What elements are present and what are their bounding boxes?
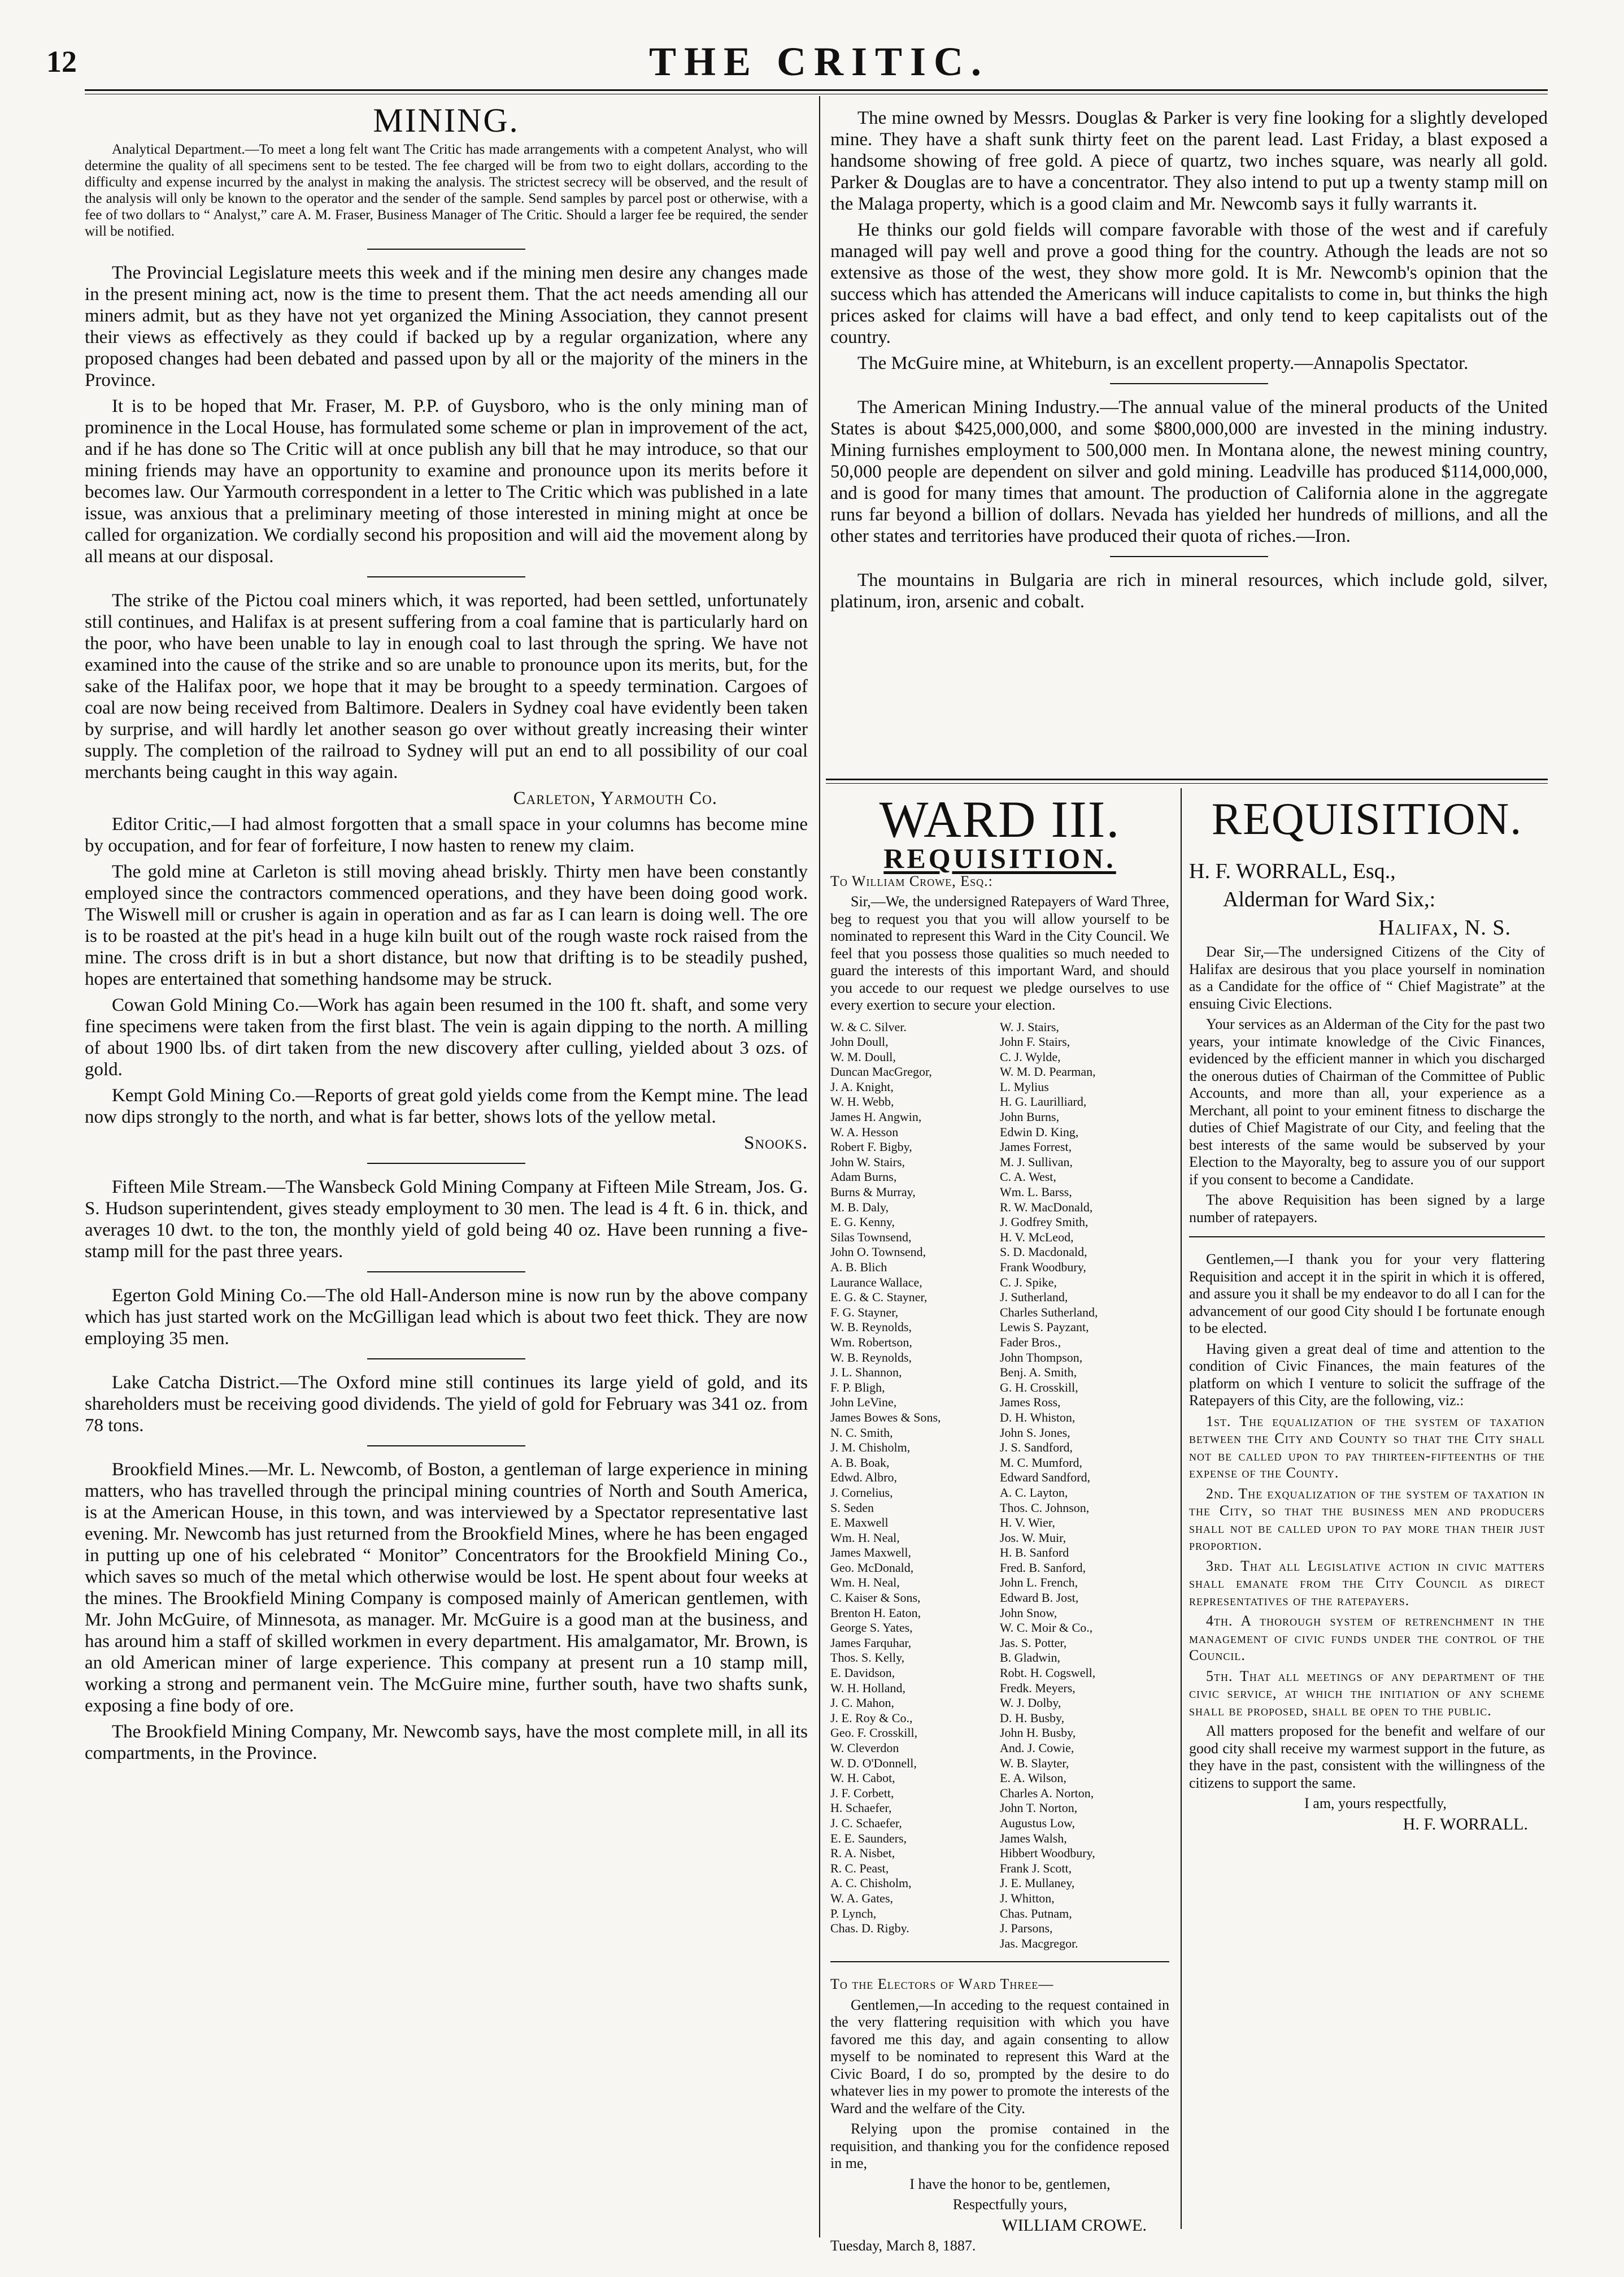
paragraph: Kempt Gold Mining Co.—Reports of great gold yields come from the Kempt mine. The lead now dips strongly to the north, and what is far better, shows lots of the yellow metal. — [85, 1085, 808, 1127]
signatory-name: R. W. MacDonald, — [1000, 1200, 1093, 1214]
signatory-name: W. J. Stairs, — [1000, 1019, 1059, 1034]
signatory-name: H. B. Sanford — [1000, 1545, 1069, 1560]
signatory-name: John Snow, — [1000, 1605, 1057, 1620]
separator — [1189, 1236, 1545, 1237]
signatory-name: Charles A. Norton, — [1000, 1785, 1094, 1800]
paragraph: The mountains in Bulgaria are rich in mineral resources, which include gold, silver, platinum, iron, arsenic and cobalt. — [830, 570, 1548, 612]
ad-addressee: H. F. WORRALL, Esq., — [1189, 859, 1396, 883]
signatory-name: Burns & Murray, — [830, 1185, 916, 1200]
paragraph: The strike of the Pictou coal miners which, it was reported, had been settled, unfortunately still continues, and Halifax is at present suffering from a coal famine that is particularly hard on the poor, who have been unable to lay in enough coal to last through the spring. We have not examined into the cause of the strike and so are unable to pronounce upon its merits, but, for the sake of the Halifax poor, we hope that it may be brought to a speedy termination. Cargoes of coal are now being received from Baltimore. Dealers in Sydney coal have evidently been taken by surprise, and will hardly let another season go over without greatly increasing their winter supply. The completion of the railroad to Sydney will put an end to all possibility of our coal merchants being caught in this way again. — [85, 590, 808, 783]
worrall-requisition-ad — [1189, 791, 1545, 1836]
signatory-name: Jas. S. Potter, — [1000, 1635, 1067, 1650]
signatory-name: Wm. H. Neal, — [830, 1575, 900, 1590]
signatory-name: J. F. Corbett, — [830, 1785, 894, 1800]
signatory-name: James Walsh, — [1000, 1831, 1067, 1845]
signatory-name: J. Whitton, — [1000, 1891, 1055, 1905]
separator — [830, 1961, 1169, 1962]
signatory-name: Edwin D. King, — [1000, 1124, 1079, 1139]
signatory-name: John Thompson, — [1000, 1350, 1083, 1365]
paragraph: Egerton Gold Mining Co.—The old Hall-Anderson mine is now run by the above company which has just started work on the McGilligan lead which is about two feet thick. They are now employing 35 men. — [85, 1285, 808, 1349]
ad-salutation: To the Electors of Ward Three— — [830, 1976, 1054, 1993]
signatory-name: Thos. S. Kelly, — [830, 1650, 905, 1665]
signatory-name: Frank J. Scott, — [1000, 1861, 1072, 1875]
paragraph: Editor Critic,—I had almost forgotten that a small space in your columns has become mine by occupation, and for fear of forfeiture, I now hasten to renew my claim. — [85, 814, 808, 856]
signatory-name: A. B. Boak, — [830, 1455, 890, 1470]
signatory-name: N. C. Smith, — [830, 1425, 893, 1440]
signatory-name: Geo. McDonald, — [830, 1560, 914, 1575]
signatory-name: D. H. Busby, — [1000, 1710, 1065, 1725]
signatory-name: J. C. Schaefer, — [830, 1815, 902, 1830]
signatory-name: And. J. Cowie, — [1000, 1741, 1074, 1755]
signatory-name: J. Godfrey Smith, — [1000, 1215, 1089, 1229]
section-heading: MINING. — [373, 102, 520, 139]
signatory-name: H. V. McLeod, — [1000, 1229, 1074, 1244]
ad-signature: WILLIAM CROWE. — [1002, 2215, 1147, 2235]
signatory-name: B. Gladwin, — [1000, 1650, 1060, 1665]
paragraph: The mine owned by Messrs. Douglas & Parker is very fine looking for a slightly developed mine. They have a shaft sunk thirty feet on the parent lead. Last Friday, a blast exposed a handsome showing of free gold. A piece of quartz, two inches square, was nearly all gold. Parker & Douglas are to have a concentrator. They also intend to put up a twenty stamp mill on the Malaga property, which is a good claim and Mr. Newcomb says it fully warrants it. — [830, 108, 1548, 214]
ad-paragraph: The above Requisition has been signed by a large number of ratepayers. — [1189, 1192, 1545, 1226]
signatory-name: James H. Angwin, — [830, 1110, 922, 1124]
signatory-name: W. H. Cabot, — [830, 1771, 895, 1785]
ad-closing: I have the honor to be, gentlemen, — [909, 2175, 1111, 2192]
signatory-name: Wm. L. Barss, — [1000, 1185, 1072, 1200]
signatory-name: Benj. A. Smith, — [1000, 1365, 1077, 1380]
platform-item: 1st. The equalization of the system of taxation between the City and County so that the City shall not be called upon to pay thirteen-fifteenths of the expense of the County. — [1189, 1413, 1545, 1481]
ad-paragraph: Dear Sir,—The undersigned Citizens of the City of Halifax are desirous that you place yourself in nomination as a Candidate for the office of “ Chief Magistrate” at the ensuing Civic Elections. — [1189, 944, 1545, 1012]
signatory-column-left — [830, 1020, 1000, 1952]
signatory-name: Jas. Macgregor. — [1000, 1936, 1078, 1950]
signatory-name: W. M. Doull, — [830, 1049, 896, 1064]
signatory-name: J. A. Knight, — [830, 1079, 894, 1094]
signatory-name: G. H. Crosskill, — [1000, 1380, 1078, 1394]
ad-heading: REQUISITION. — [1211, 794, 1523, 844]
signatory-column-right — [1000, 1020, 1169, 1952]
signatory-name: J. Parsons, — [1000, 1921, 1053, 1936]
page-number: 12 — [46, 45, 77, 79]
signatory-name: E. Maxwell — [830, 1515, 889, 1530]
signatory-name: James Ross, — [1000, 1395, 1061, 1410]
ward-requisition-ad — [830, 791, 1169, 2258]
signatory-name: J. Cornelius, — [830, 1485, 893, 1500]
signatory-name: E. G. & C. Stayner, — [830, 1290, 928, 1305]
signatory-name: F. G. Stayner, — [830, 1305, 899, 1319]
signatory-name: E. E. Saunders, — [830, 1831, 907, 1845]
separator — [1110, 556, 1268, 557]
signatory-name: James Farquhar, — [830, 1635, 912, 1650]
platform-item: 4th. A thorough system of retrenchment in the management of civic funds under the control of the Council. — [1189, 1613, 1545, 1663]
column-rule — [819, 96, 820, 2237]
signatory-name: J. E. Mullaney, — [1000, 1876, 1075, 1891]
signatory-name: S. Seden — [830, 1500, 874, 1515]
signatory-name: M. B. Daly, — [830, 1200, 889, 1214]
signatory-name: C. Kaiser & Sons, — [830, 1591, 921, 1605]
signatory-name: Geo. F. Crosskill, — [830, 1726, 918, 1740]
signatory-name: W. D. O'Donnell, — [830, 1755, 917, 1770]
signatory-name: M. J. Sullivan, — [1000, 1154, 1073, 1169]
paragraph: The Brookfield Mining Company, Mr. Newcomb says, have the most complete mill, in all its compartments, in the Province. — [85, 1722, 808, 1763]
signatory-name: H. V. Wier, — [1000, 1515, 1055, 1530]
signatory-name: John S. Jones, — [1000, 1425, 1070, 1440]
signatory-name: John O. Townsend, — [830, 1245, 926, 1259]
signatory-name: Hibbert Woodbury, — [1000, 1846, 1095, 1861]
paragraph: The gold mine at Carleton is still moving ahead briskly. Thirty men have been constantly employed since the contractors commenced operations, and they have been doing good work. The Wiswell mill or crusher is again in operation and as far as I can learn is doing well. The ore is to be roasted at the pit's head in a huge kiln built out of the rough waste rock raised from the mine. The cross drift is in but a short distance, but now that drifting is to be steadily pushed, hopes are entertained that something handsome may be struck. — [85, 862, 808, 989]
signatory-name: L. Mylius — [1000, 1079, 1049, 1094]
signatory-name: A. C. Chisholm, — [830, 1876, 912, 1891]
paragraph: Cowan Gold Mining Co.—Work has again been resumed in the 100 ft. shaft, and some very fine specimens were taken from the first blast. The vein is again dipping to the north. A milling of about 1900 lbs. of dirt taken from the new discovery after culling, yielded about 3 ozs. of gold. — [85, 995, 808, 1080]
signatory-name: Robert F. Bigby, — [830, 1140, 912, 1154]
signatory-name: John H. Busby, — [1000, 1726, 1076, 1740]
ad-closing: Respectfully yours, — [952, 2196, 1068, 2213]
mining-column — [85, 102, 808, 1768]
paragraph: It is to be hoped that Mr. Fraser, M. P.P. of Guysboro, who is the only mining man of prominence in the Local House, has formulated some scheme or plan in improvement of the act, and if he has done so The Critic will at once publish any bill that he may introduce, so that our mining friends may have an opportunity to examine and pronounce upon its merits before it becomes law. Our Yarmouth correspondent in a letter to The Critic which was published in a late issue, was anxious that a preliminary meeting of those interested in mining might at once be called for organization. We cordially second his proposition and will aid the movement along by all means at our disposal. — [85, 396, 808, 567]
signatory-name: John W. Stairs, — [830, 1154, 905, 1169]
signatory-name: W. B. Reynolds, — [830, 1320, 912, 1335]
signatory-name: E. G. Kenny, — [830, 1215, 895, 1229]
signatory-name: R. C. Peast, — [830, 1861, 889, 1875]
signatory-name: J. L. Shannon, — [830, 1365, 902, 1380]
signatory-name: E. Davidson, — [830, 1666, 895, 1680]
ad-paragraph: Relying upon the promise contained in the requisition, and thanking you for the confidence reposed in me, — [830, 2120, 1169, 2172]
signatory-name: W. J. Dolby, — [1000, 1696, 1061, 1710]
platform-item: 2nd. The exqualization of the system of taxation in the City, so that the business men and producers shall not be called upon to pay more than their just proportion. — [1189, 1485, 1545, 1553]
ad-closing: I am, yours respectfully, — [1304, 1795, 1447, 1811]
ad-signature: H. F. WORRALL. — [1403, 1814, 1528, 1833]
ad-paragraph: All matters proposed for the benefit and welfare of our good city shall receive my warmest support in the future, as they have in the past, consistent with the willingness of the citizens to support the same. — [1189, 1723, 1545, 1791]
signatory-name: Duncan MacGregor, — [830, 1064, 932, 1079]
right-column-top — [830, 107, 1548, 617]
separator — [367, 249, 525, 250]
separator — [1110, 383, 1268, 384]
signatory-name: H. G. Laurilliard, — [1000, 1094, 1087, 1109]
signatory-name: C. J. Wylde, — [1000, 1049, 1061, 1064]
signatory-name: A. C. Layton, — [1000, 1485, 1068, 1500]
ad-place: Halifax, N. S. — [1378, 916, 1511, 940]
signatory-name: S. D. Macdonald, — [1000, 1245, 1087, 1259]
signatory-name: Silas Townsend, — [830, 1229, 912, 1244]
signatory-name: Fader Bros., — [1000, 1335, 1061, 1349]
signatory-name: C. A. West, — [1000, 1170, 1056, 1184]
signatory-name: W. B. Reynolds, — [830, 1350, 912, 1365]
signatory-name: D. H. Whiston, — [1000, 1410, 1076, 1424]
signatory-name: W. & C. Silver. — [830, 1019, 907, 1034]
signatory-name: Charles Sutherland, — [1000, 1305, 1098, 1319]
signatory-name: John LeVine, — [830, 1395, 897, 1410]
separator — [367, 1271, 525, 1272]
paragraph: Brookfield Mines.—Mr. L. Newcomb, of Boston, a gentleman of large experience in mining matters, who has travelled through the principal mining countries of North and South America, is at the American House, in this town, and was interviewed by a Spectator representative last evening. Mr. Newcomb has just returned from the Brookfield Mines, where he has been engaged in putting up one of his celebrated “ Monitor” Concentrators for the Brookfield Mining Co., which saves so much of the metal which otherwise would be lost. He spent about four weeks at the mines. The Brookfield Mining Company is composed mainly of American gentlemen, with Mr. John McGuire, of Minnesota, as manager. Mr. McGuire is a good man at the business, and has around him a staff of skilled workmen in every department. His amalgamator, Mr. Brown, is an old American miner of large experience. This company at present run a 10 stamp mill, working a strong and permanent vein. The McGuire mine, further south, have two shafts sunk, exposing a fine body of ore. — [85, 1459, 808, 1716]
separator — [367, 1163, 525, 1164]
signatory-name: Brenton H. Eaton, — [830, 1605, 921, 1620]
platform-item: 5th. That all meetings of any department of the civic service, at which the initiation of any scheme shall be proposed, shall be open to the public. — [1189, 1667, 1545, 1719]
signatory-name: Adam Burns, — [830, 1170, 897, 1184]
signatory-name: Laurance Wallace, — [830, 1275, 922, 1289]
signatory-name: Chas. D. Rigby. — [830, 1921, 909, 1936]
signatory-name: Wm. H. Neal, — [830, 1530, 900, 1545]
signatory-name: John F. Stairs, — [1000, 1035, 1070, 1049]
signatory-name: James Forrest, — [1000, 1140, 1072, 1154]
signatory-name: J. S. Sandford, — [1000, 1440, 1073, 1455]
signatory-name: Fredk. Meyers, — [1000, 1680, 1076, 1695]
signatory-name: W. Cleverdon — [830, 1741, 899, 1755]
signatory-name: Thos. C. Johnson, — [1000, 1500, 1090, 1515]
ad-top-rule — [826, 779, 1548, 780]
signatory-name: John Doull, — [830, 1035, 889, 1049]
signatory-list — [830, 1020, 1169, 1952]
signatory-name: H. Schaefer, — [830, 1801, 892, 1815]
signatory-name: J. Sutherland, — [1000, 1290, 1068, 1305]
paragraph: The American Mining Industry.—The annual value of the mineral products of the United States is about $425,000,000, and some $800,000,000 are invested in the mining industry. Mining furnishes employment to 500,000 men. In Montana alone, the newest mining country, 50,000 people are dependent on silver and gold mining. Leadville has produced $114,000,000, and is good for many times that amount. The production of California alone in the aggregate runs far beyond a billion of dollars. Nevada has yielded her hundreds of millions, and all the other states and territories have produced their quota of riches.—Iron. — [830, 397, 1548, 546]
paragraph: Lake Catcha District.—The Oxford mine still continues its large yield of gold, and its shareholders must be receiving good dividends. The yield of gold for February was 341 oz. from 78 tons. — [85, 1372, 808, 1436]
signatory-name: Edward B. Jost, — [1000, 1591, 1079, 1605]
signatory-name: Lewis S. Payzant, — [1000, 1320, 1089, 1335]
signatory-name: George S. Yates, — [830, 1620, 913, 1635]
signoff: Snooks. — [744, 1133, 808, 1153]
signatory-name: Fred. B. Sanford, — [1000, 1560, 1086, 1575]
signatory-name: John Burns, — [1000, 1110, 1060, 1124]
dateline: Carleton, Yarmouth Co. — [513, 788, 717, 809]
signatory-name: J. E. Roy & Co., — [830, 1710, 913, 1725]
paragraph: The McGuire mine, at Whiteburn, is an excellent property.—Annapolis Spectator. — [857, 353, 1469, 373]
signatory-name: Jos. W. Muir, — [1000, 1530, 1066, 1545]
signatory-name: W. C. Moir & Co., — [1000, 1620, 1093, 1635]
signatory-name: C. J. Spike, — [1000, 1275, 1057, 1289]
signatory-name: Edwd. Albro, — [830, 1470, 897, 1485]
signatory-name: E. A. Wilson, — [1000, 1771, 1066, 1785]
ad-date: Tuesday, March 8, 1887. — [830, 2237, 976, 2254]
signatory-name: P. Lynch, — [830, 1906, 877, 1920]
signatory-name: W. B. Slayter, — [1000, 1755, 1069, 1770]
paragraph: He thinks our gold fields will compare favorable with those of the west and if carefuly managed will pay well and prove a good thing for the country. Athough the leads are not so extensive as those of the west, they show more gold. It is Mr. Newcomb's opinion that the success which has attended the Americans will induce capitalists to come in, but thinks the high prices asked for claims will have a bad effect, and only tend to keep capitalists out of the country. — [830, 220, 1548, 347]
platform-item: 3rd. That all Legislative action in civic matters shall emanate from the City Council as direct representatives of the ratepayers. — [1189, 1557, 1545, 1609]
ad-paragraph: Gentlemen,—I thank you for your very flattering Requisition and accept it in the spirit in which it is offered, and assure you it shall be my endeavor to do all I can for the advancement of our good City should I be fortunate enough to be elected. — [1189, 1251, 1545, 1336]
ad-title: Alderman for Ward Six,: — [1223, 888, 1436, 911]
signatory-name: R. A. Nisbet, — [830, 1846, 895, 1861]
signatory-name: A. B. Blich — [830, 1260, 887, 1274]
separator — [367, 1445, 525, 1446]
signatory-name: W. A. Hesson — [830, 1124, 899, 1139]
separator — [367, 1358, 525, 1359]
signatory-name: James Maxwell, — [830, 1545, 911, 1560]
ad-salutation: To William Crowe, Esq.: — [830, 872, 993, 889]
paragraph: Fifteen Mile Stream.—The Wansbeck Gold Mining Company at Fifteen Mile Stream, Jos. G. S. Hudson superintendent, gives steady employment to 30 men. The lead is 4 ft. 6 in. thick, and averages 10 dwt. to the ton, the monthly yield of gold being 40 oz. Have been running a five-stamp mill for the past three years. — [85, 1177, 808, 1262]
analytical-notice: Analytical Department.—To meet a long felt want The Critic has made arrangements with a competent Analyst, who will determine the quality of all specimens sent to be tested. The fee charged will be from two to eight dollars, according to the difficulty and expense incurred by the analyst in making the analysis. The strictest secrecy will be observed, and the result of the analysis will only be known to the operator and the sender of the sample. Send samples by parcel post or otherwise, with a fee of two dollars to “ Analyst,” care A. M. Fraser, Business Manager of The Critic. Should a larger fee be required, the sender will be notified. — [85, 142, 808, 239]
header-rule — [85, 89, 1548, 91]
signatory-name: W. H. Holland, — [830, 1680, 906, 1695]
signatory-name: Robt. H. Cogswell, — [1000, 1666, 1096, 1680]
signatory-name: J. M. Chisholm, — [830, 1440, 911, 1455]
signatory-name: Wm. Robertson, — [830, 1335, 912, 1349]
paragraph: The Provincial Legislature meets this week and if the mining men desire any changes made in the present mining act, now is the time to present them. That the act needs amending all our miners admit, but as they have not yet organized the Mining Association, they cannot present their views as effectively as they could if backed up by a regular organization, where any proposed changes had been debated and passed upon by all or the majority of the miners in the Province. — [85, 263, 808, 390]
ad-heading: WARD III. — [879, 790, 1121, 848]
signatory-name: J. C. Mahon, — [830, 1696, 895, 1710]
running-title: THE CRITIC. — [648, 39, 990, 84]
signatory-name: Chas. Putnam, — [1000, 1906, 1072, 1920]
ad-subheading: REQUISITION. — [883, 842, 1116, 874]
signatory-name: James Bowes & Sons, — [830, 1410, 941, 1424]
signatory-name: M. C. Mumford, — [1000, 1455, 1083, 1470]
ad-paragraph: Having given a great deal of time and attention to the condition of Civic Finances, the main features of the platform on which I venture to solicit the suffrage of the Ratepayers of this City, are the following, viz.: — [1189, 1340, 1545, 1409]
signatory-name: Frank Woodbury, — [1000, 1260, 1086, 1274]
signatory-name: John L. French, — [1000, 1575, 1078, 1590]
signatory-name: W. H. Webb, — [830, 1094, 894, 1109]
ad-paragraph: Sir,—We, the undersigned Ratepayers of Ward Three, beg to request you that you will allow yourself to be nominated to represent this Ward in the City Council. We feel that you possess those qualities so much needed to guard the interests of this important Ward, and should you accede to our request we pledge ourselves to use every exertion to secure your election. — [830, 893, 1169, 1013]
signatory-name: Augustus Low, — [1000, 1815, 1076, 1830]
signatory-name: F. P. Bligh, — [830, 1380, 885, 1394]
separator — [367, 576, 525, 577]
signatory-name: John T. Norton, — [1000, 1801, 1078, 1815]
ad-top-rule-thin — [826, 783, 1548, 784]
ad-paragraph: Your services as an Alderman of the City for the past two years, your intimate knowledge of the Civic Finances, evidenced by the efficient manner in which you discharged the onerous duties of Chairman of the Committee of Public Accounts, and more than all, your experience as a Merchant, all point to your eminent fitness to discharge the duties of Chief Magistrate of our City, and feeling that the best interests of the same would be subserved by your Election to the Mayoralty, beg to assure you of our support if you consent to become a Candidate. — [1189, 1016, 1545, 1188]
signatory-name: W. M. D. Pearman, — [1000, 1064, 1096, 1079]
signatory-name: W. A. Gates, — [830, 1891, 894, 1905]
ad-divider — [1181, 788, 1182, 2229]
ad-paragraph: Gentlemen,—In acceding to the request contained in the very flattering requisition with which you have favored me this day, and again consenting to allow myself to be nominated to represent this Ward at the Civic Board, I do so, prompted by the desire to do whatever lies in my power to promote the interests of the Ward and the welfare of the City. — [830, 1996, 1169, 2117]
signatory-name: Edward Sandford, — [1000, 1470, 1091, 1485]
